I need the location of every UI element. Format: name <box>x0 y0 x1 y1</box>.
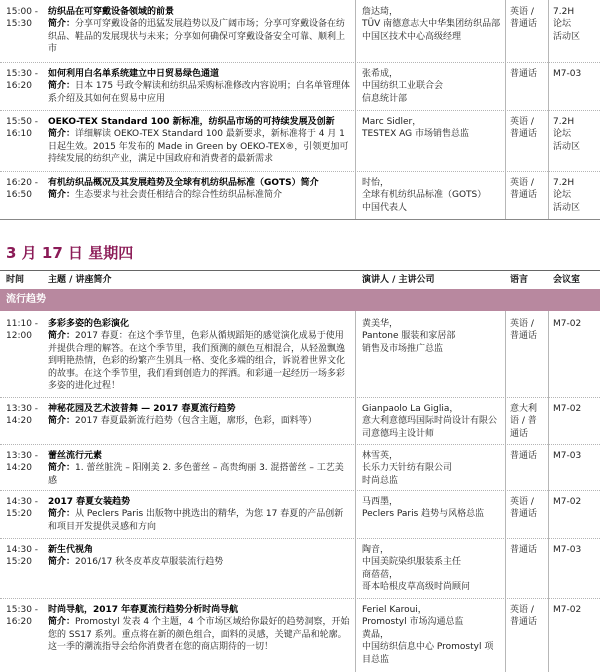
divider <box>355 311 356 672</box>
session-language: 英语 / 普通话 <box>510 117 538 140</box>
row-separator <box>0 444 600 445</box>
session-speaker: Marc Sidler， TESTEX AG 市场销售总监 <box>362 117 469 140</box>
session-title: 时尚导航，2017 年春夏流行趋势分析时尚导航 <box>48 605 239 615</box>
row-separator <box>0 538 600 539</box>
column-header <box>0 270 600 290</box>
session-time: 14:30 - 15:20 <box>6 497 39 520</box>
session-language: 英语 / 普通话 <box>510 605 538 628</box>
session-speaker: 詹达琦， TÜV 南德意志大中华集团纺织品部中国区技术中心高级经理 <box>362 7 501 42</box>
session-topic: 多彩多姿的色彩演化 简介：2017 春夏：在这个季节里，色彩从循规蹈矩的感觉演化成易于使用并提供合理的解答。在这个季节里，我们预测的颜色互相混合，从轻盈飘逸到明艳热情，色彩的纷繁产生别具一格、变化多端的组合，诉说着世界文化的故事。在这个季节里，我们看到创造力的挥洒。和彩通一起经历一场多彩多姿的进化过程！ <box>48 318 350 392</box>
session-speaker: 张希成， 中国纺织工业联合会 信息统计部 <box>362 69 444 104</box>
session-language: 普通话 <box>510 545 538 555</box>
session-room: M7-03 <box>553 451 582 461</box>
session-time: 15:00 - 15:30 <box>6 7 39 30</box>
column-room: 会议室 <box>553 275 581 285</box>
session-room: 7.2H 论坛 活动区 <box>553 7 581 42</box>
session-room: M7-03 <box>553 69 582 79</box>
session-speaker: 黄美华， Pantone 服装和家居部 销售及市场推广总监 <box>362 319 456 354</box>
session-intro: 日本 175 号政令解读和纺织品采购标准修改内容说明；白名单管理体系介绍及其如何在贸易中应用 <box>48 81 350 104</box>
session-time: 16:20 - 16:50 <box>6 178 39 201</box>
session-room: M7-02 <box>553 605 582 615</box>
row-separator <box>0 490 600 491</box>
session-topic: 有机纺织品概况及其发展趋势及全球有机纺织品标准（GOTS）简介 简介：生态要求与社会责任相结合的综合性纺织品标准简介 <box>48 177 350 202</box>
session-title: 如何利用白名单系统建立中日贸易绿色通道 <box>48 69 220 79</box>
session-title: 新生代视角 <box>48 545 94 555</box>
column-time: 时间 <box>6 275 25 285</box>
session-room: M7-02 <box>553 497 582 507</box>
session-title: 蕾丝流行元素 <box>48 451 103 461</box>
session-time: 13:30 - 14:20 <box>6 404 39 427</box>
section-band <box>0 289 600 311</box>
row-separator <box>0 397 600 398</box>
section-title: 流行趋势 <box>6 294 46 305</box>
session-intro: 2016/17 秋冬皮革皮草服装流行趋势 <box>75 557 224 568</box>
divider <box>505 311 506 672</box>
session-time: 13:30 - 14:20 <box>6 451 39 474</box>
session-intro: 2017 春夏：在这个季节里，色彩从循规蹈矩的感觉演化成易于使用并提供合理的解答。在这个季节里，我们预测的颜色互相混合，从轻盈飘逸到明艳热情，色彩的纷繁产生别具一格、变化多端的组合，诉说着世界文化的故事。在这个季节里，我们看到创造力的挥洒。和彩通一起经历一场多彩多姿的进化过程！ <box>48 331 346 392</box>
session-language: 普通话 <box>510 451 538 461</box>
row-separator <box>0 62 600 63</box>
session-topic: 时尚导航，2017 年春夏流行趋势分析时尚导航 简介：Promostyl 发表 4 个主题，4 个市场区域给你最好的趋势洞察，开始您的 SS17 系列。重点将在新的颜色组合，面料的灵感，关键产品和轮廓。这一季的潮流指导会给你消费者在您的商店期待的一切！ <box>48 605 350 653</box>
session-topic: 2017 春夏女装趋势 简介：从 Peclers Paris 出版物中挑选出的精华，为您 17 春夏的产品创新和项目开发提供灵感和方向 <box>48 496 350 533</box>
session-language: 普通话 <box>510 69 538 79</box>
session-speaker: Gianpaolo La Giglia， 意大利意德玛国际时尚设计有限公司意德玛主设计师 <box>362 404 498 439</box>
session-speaker: 林雪英， 长乐力天针纺有限公司 时尚总监 <box>362 451 453 486</box>
session-title: OEKO-TEX Standard 100 新标准，纺织品市场的可持续发展及创新 <box>48 117 335 127</box>
session-language: 意大利 语 / 普 通话 <box>510 404 538 439</box>
session-language: 英语 / 普通话 <box>510 178 538 201</box>
date-heading: 3 月 17 日 星期四 <box>6 244 134 262</box>
session-intro: 详细解读 OEKO-TEX Standard 100 最新要求，新标准将于 4 月 1 日起生效。2015 年发布的 Made in Green by OEKO-TEX®，引领更加可持续发展的纺织产业，满足中国政府和消费者的最新需求 <box>48 129 349 165</box>
session-time: 14:30 - 15:20 <box>6 545 39 568</box>
session-topic: OEKO-TEX Standard 100 新标准，纺织品市场的可持续发展及创新 简介：详细解读 OEKO-TEX Standard 100 最新要求，新标准将于 4 月 1 日起生效。2015 年发布的 Made in Green by OEKO-TEX®，引领更加可持续发展的纺织产业，满足中国政府和消费者的最新需求 <box>48 117 349 165</box>
session-title: 多彩多姿的色彩演化 <box>48 319 130 329</box>
session-topic: 神秘花园及艺术波普舞 — 2017 春夏流行趋势 简介：2017 春夏最新流行趋势（包含主题，廓形，色彩，面料等） <box>48 403 350 428</box>
session-speaker: 陶音， 中国美院染织服装系主任 商蓓蓓， 哥本哈根皮草高级时尚顾问 <box>362 545 471 593</box>
session-speaker: Feriel Karoui， Promostyl 市场沟通总监 黄晶， 中国纺织信息中心 Promostyl 项目总监 <box>362 605 494 665</box>
session-title: 纺织品在可穿戴设备领域的前景 <box>48 7 175 17</box>
session-intro: 从 Peclers Paris 出版物中挑选出的精华，为您 17 春夏的产品创新和项目开发提供灵感和方向 <box>48 509 344 532</box>
session-topic: 蕾丝流行元素 简介：1. 蕾丝脏洗 – 阳刚美 2. 多色蕾丝 – 高贵绚丽 3. 混搭蕾丝 – 工艺美感 <box>48 450 350 487</box>
session-time: 15:30 - 16:20 <box>6 69 39 92</box>
session-intro: 1. 蕾丝脏洗 – 阳刚美 2. 多色蕾丝 – 高贵绚丽 3. 混搭蕾丝 – 工艺美感 <box>48 463 344 486</box>
session-topic: 新生代视角 简介：2016/17 秋冬皮革皮草服装流行趋势 <box>48 544 350 569</box>
session-speaker: 时怡， 全球有机纺织品标准（GOTS） 中国代表人 <box>362 178 487 213</box>
row-separator <box>0 110 600 111</box>
column-speaker: 演讲人 / 主讲公司 <box>362 275 435 285</box>
row-separator <box>0 171 600 172</box>
session-room: M7-02 <box>553 319 582 329</box>
column-language: 语言 <box>510 275 529 285</box>
session-intro: 2017 春夏最新流行趋势（包含主题，廓形，色彩，面料等） <box>75 416 317 427</box>
session-time: 15:50 - 16:10 <box>6 117 39 140</box>
session-room: M7-02 <box>553 404 582 414</box>
session-title: 神秘花园及艺术波普舞 — 2017 春夏流行趋势 <box>48 404 236 414</box>
session-intro: 生态要求与社会责任相结合的综合性纺织品标准简介 <box>75 190 283 201</box>
session-room: M7-03 <box>553 545 582 555</box>
session-intro: Promostyl 发表 4 个主题，4 个市场区域给你最好的趋势洞察，开始您的 SS17 系列。重点将在新的颜色组合，面料的灵感，关键产品和轮廓。这一季的潮流指导会给你消费者在您的商店期待的一切！ <box>48 617 350 653</box>
session-language: 英语 / 普通话 <box>510 497 538 520</box>
session-topic: 纺织品在可穿戴设备领域的前景 简介：分享可穿戴设备的迅猛发展趋势以及广阔市场；分享可穿戴设备在纺织品、鞋品的发展现状与未来；分享如何确保可穿戴设备安全可靠、顺利上市 <box>48 6 350 56</box>
table-bottom-rule <box>0 219 600 220</box>
column-topic: 主题 / 讲座简介 <box>48 275 112 285</box>
session-room: 7.2H 论坛 活动区 <box>553 117 581 152</box>
session-language: 英语 / 普通话 <box>510 319 538 342</box>
session-speaker: 马西墨， Peclers Paris 趋势与风格总监 <box>362 497 485 520</box>
row-separator <box>0 598 600 599</box>
session-intro: 分享可穿戴设备的迅猛发展趋势以及广阔市场；分享可穿戴设备在纺织品、鞋品的发展现状与未来；分享如何确保可穿戴设备安全可靠、顺利上市 <box>48 19 346 55</box>
session-topic: 如何利用白名单系统建立中日贸易绿色通道 简介：日本 175 号政令解读和纺织品采购标准修改内容说明；白名单管理体系介绍及其如何在贸易中应用 <box>48 69 350 104</box>
session-language: 英语 / 普通话 <box>510 7 538 30</box>
session-title: 有机纺织品概况及其发展趋势及全球有机纺织品标准（GOTS）简介 <box>48 178 319 188</box>
session-time: 15:30 - 16:20 <box>6 605 39 628</box>
session-room: 7.2H 论坛 活动区 <box>553 178 581 213</box>
session-time: 11:10 - 12:00 <box>6 319 39 342</box>
session-title: 2017 春夏女装趋势 <box>48 497 131 507</box>
